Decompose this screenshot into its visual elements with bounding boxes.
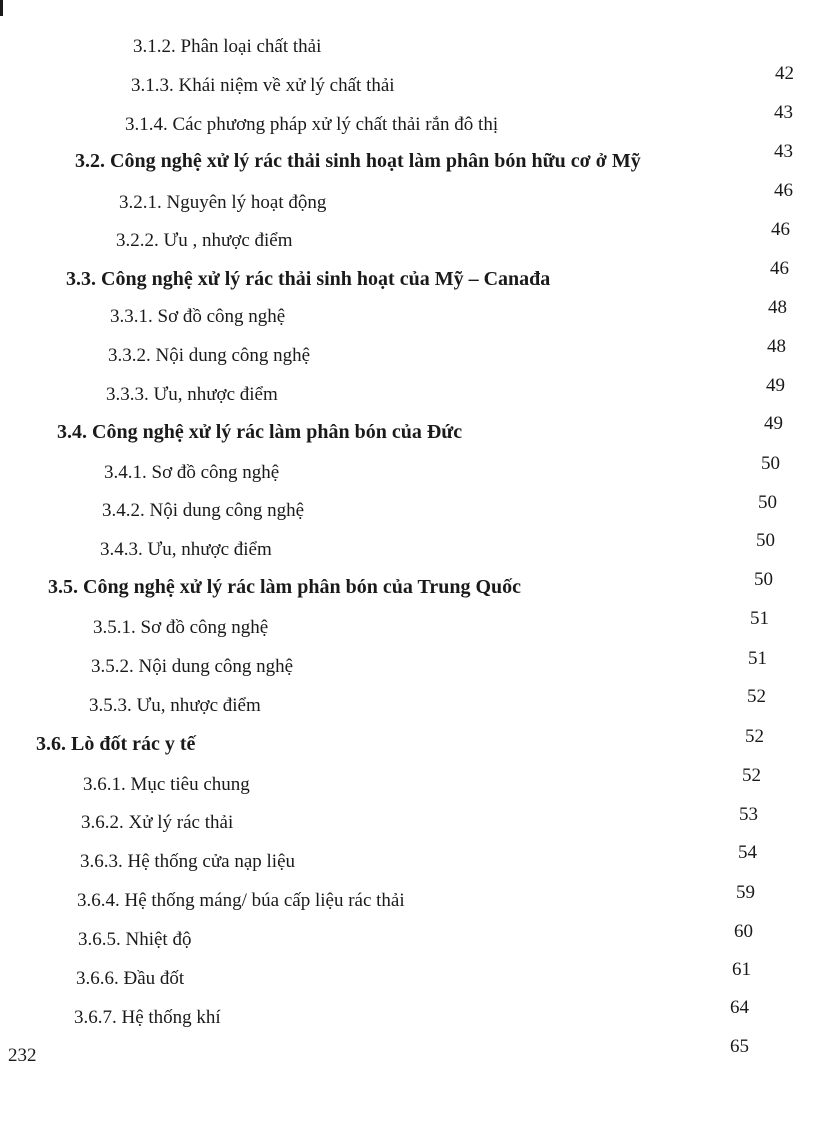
toc-entry: 3.6.5. Nhiệt độ <box>78 929 192 950</box>
toc-section: 3.4. Công nghệ xử lý rác làm phân bón của Đức <box>57 421 463 443</box>
toc-page-number: 54 <box>738 842 757 863</box>
toc-page-number: 43 <box>774 102 793 123</box>
toc-page-number: 61 <box>732 959 751 980</box>
toc-entry: 3.5.1. Sơ đồ công nghệ <box>93 617 269 638</box>
toc-page-number: 50 <box>761 453 780 474</box>
toc-entry: 3.6.3. Hệ thống cửa nạp liệu <box>80 851 296 872</box>
toc-entry: 3.6.4. Hệ thống máng/ búa cấp liệu rác thải <box>77 890 405 911</box>
toc-entry: 3.6.7. Hệ thống khí <box>74 1007 221 1028</box>
toc-page-number: 42 <box>775 63 794 84</box>
toc-page-number: 46 <box>770 258 789 279</box>
toc-page-number: 48 <box>767 336 786 357</box>
toc-entry: 3.4.3. Ưu, nhược điểm <box>100 539 272 560</box>
toc-page-number: 50 <box>758 492 777 513</box>
toc-page-number: 50 <box>754 569 773 590</box>
toc-section: 3.2. Công nghệ xử lý rác thải sinh hoạt làm phân bón hữu cơ ở Mỹ <box>75 150 641 172</box>
toc-entry: 3.5.3. Ưu, nhược điểm <box>89 695 261 716</box>
toc-section: 3.6. Lò đốt rác y tế <box>36 733 196 755</box>
toc-entry: 3.2.1. Nguyên lý hoạt động <box>119 192 327 213</box>
toc-page-number: 52 <box>745 726 764 747</box>
toc-entry: 3.6.1. Mục tiêu chung <box>83 774 250 795</box>
toc-page-number: 46 <box>771 219 790 240</box>
toc-page-number: 53 <box>739 804 758 825</box>
toc-entry: 3.1.4. Các phương pháp xử lý chất thải rắn đô thị <box>125 114 499 135</box>
toc-page-number: 52 <box>747 686 766 707</box>
toc-entry: 3.6.6. Đầu đốt <box>76 968 185 989</box>
toc-page-number: 43 <box>774 141 793 162</box>
toc-page-number: 65 <box>730 1036 749 1057</box>
toc-page-number: 51 <box>750 608 769 629</box>
toc-entry: 3.4.2. Nội dung công nghệ <box>102 500 305 521</box>
toc-entry: 3.2.2. Ưu , nhược điểm <box>116 230 293 251</box>
toc-entry: 3.3.1. Sơ đồ công nghệ <box>110 306 286 327</box>
toc-page-number: 48 <box>768 297 787 318</box>
toc-entry: 3.5.2. Nội dung công nghệ <box>91 656 294 677</box>
toc-page-number: 49 <box>764 413 783 434</box>
scan-edge-mark <box>0 0 3 16</box>
toc-page-number: 49 <box>766 375 785 396</box>
toc-page-number: 64 <box>730 997 749 1018</box>
toc-page-number: 50 <box>756 530 775 551</box>
toc-page-number: 60 <box>734 921 753 942</box>
toc-section: 3.5. Công nghệ xử lý rác làm phân bón của Trung Quốc <box>48 576 522 598</box>
toc-page-number: 51 <box>748 648 767 669</box>
toc-entry: 3.1.2. Phân loại chất thải <box>133 36 322 57</box>
toc-page-number: 46 <box>774 180 793 201</box>
toc-entry: 3.1.3. Khái niệm về xử lý chất thải <box>131 75 395 96</box>
toc-entry: 3.4.1. Sơ đồ công nghệ <box>104 462 280 483</box>
toc-entry: 3.3.2. Nội dung công nghệ <box>108 345 311 366</box>
footer-page-number: 232 <box>8 1045 37 1066</box>
toc-page-number: 52 <box>742 765 761 786</box>
toc-page-number: 59 <box>736 882 755 903</box>
toc-entry: 3.3.3. Ưu, nhược điểm <box>106 384 278 405</box>
toc-entry: 3.6.2. Xử lý rác thải <box>81 812 234 833</box>
toc-section: 3.3. Công nghệ xử lý rác thải sinh hoạt của Mỹ – Canađa <box>66 268 551 290</box>
